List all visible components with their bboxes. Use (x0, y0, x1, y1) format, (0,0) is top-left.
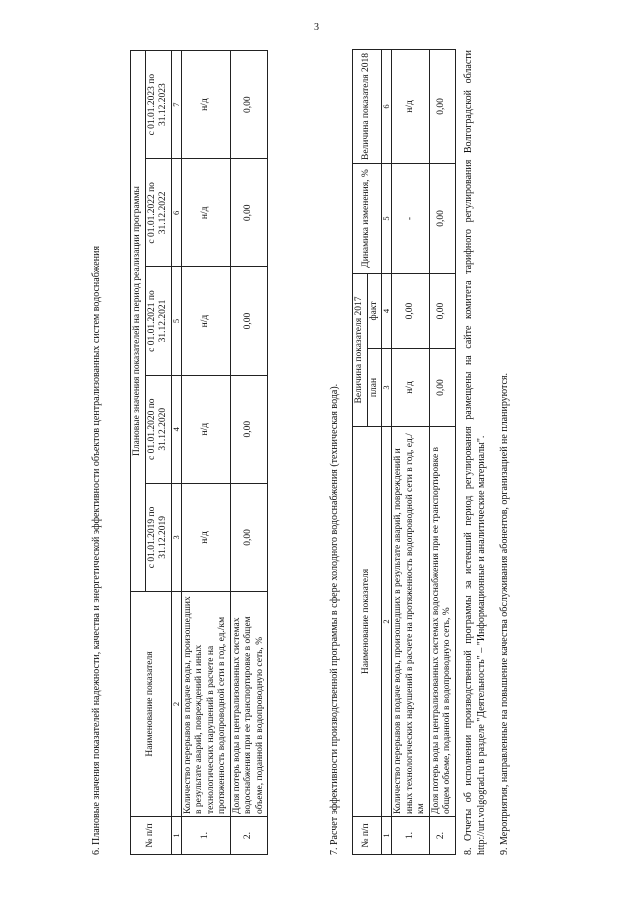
planned-value: 0,00 (230, 483, 268, 591)
planned-value: н/д (181, 267, 230, 375)
table-7-header-2017: Величина показателя 2017 (353, 273, 368, 426)
table-7-header-fact: факт (367, 273, 382, 348)
table-row (181, 51, 230, 855)
section-6-heading: 6. Плановые значения показателей надежности, качества и энергетической эффективности объектов централизованных систем водоснабжения (91, 245, 102, 855)
column-index: 2 (382, 427, 392, 817)
table-row (429, 49, 455, 854)
column-index: 6 (171, 159, 181, 267)
table-6-header-period: с 01.01.2022 по 31.12.2022 (145, 159, 171, 267)
column-index: 1 (382, 817, 392, 855)
planned-value: 0,00 (230, 267, 268, 375)
rotated-content (90, 50, 510, 855)
indicator-name: Количество перерывов в подаче воды, произошедших в результате аварий, повреждений и иных технологических нарушений в расчете на протяженность водопроводной сети в год, ед./км (392, 427, 430, 817)
table-6-index-row (171, 51, 181, 855)
table-6-header-period: с 01.01.2023 по 31.12.2023 (145, 51, 171, 159)
page-number: 3 (314, 22, 319, 33)
table-7-header-plan: план (367, 349, 382, 427)
column-index: 5 (171, 267, 181, 375)
table-6-header-period: с 01.01.2019 по 31.12.2019 (145, 483, 171, 591)
section-6 (90, 50, 103, 855)
row-number: 2. (429, 817, 455, 855)
value-2018: 0,00 (429, 49, 455, 163)
table-6-header-period: с 01.01.2021 по 31.12.2021 (145, 267, 171, 375)
table-6-header-period: с 01.01.2020 по 31.12.2020 (145, 375, 171, 483)
table-6-header-num: № п/п (131, 817, 172, 855)
section-8-text: 8. Отчеты об исполнении производственной программы за истекший период регулирования размещены на сайте комитета тарифного регулирования Волгоградской области http://urt.volgograd.ru в разделе "Деятельность" – "Информационные и аналитические материалы". (463, 50, 487, 855)
table-7-header-name: Наименование показателя (353, 427, 382, 817)
table-7-header-2018: Величина показателя 2018 (353, 49, 382, 163)
row-number: 1. (181, 817, 230, 855)
plan-value: н/д (392, 349, 430, 427)
table-row (230, 51, 268, 855)
column-index: 5 (382, 163, 392, 273)
column-index: 4 (171, 375, 181, 483)
table-6-header-group: Плановые значения показателей на период реализации программы (131, 51, 146, 592)
table-6-header-name: Наименование показателя (131, 592, 172, 817)
indicator-name: Доля потерь воды в централизованных системах водоснабжения при ее транспортировке в общем объеме, поданной в водопроводную сеть, % (429, 427, 455, 817)
row-number: 1. (392, 817, 430, 855)
dynamics-value: 0,00 (429, 163, 455, 273)
row-number: 2. (230, 817, 268, 855)
column-index: 1 (171, 817, 181, 855)
column-index: 7 (171, 51, 181, 159)
fact-value: 0,00 (392, 273, 430, 348)
indicator-name: Доля потерь воды в централизованных системах водоснабжения при ее транспортировке в общем объеме, поданной в водопроводную сеть, % (230, 592, 268, 817)
dynamics-value: - (392, 163, 430, 273)
planned-value: 0,00 (230, 51, 268, 159)
section-9-text: 9. Мероприятия, направленные на повышение качества обслуживания абонентов, организацией не планируются. (499, 372, 510, 855)
column-index: 3 (171, 483, 181, 591)
table-7-index-row (382, 49, 392, 854)
column-index: 2 (171, 592, 181, 817)
planned-value: н/д (181, 375, 230, 483)
table-7-header-dynamics: Динамика изменения, % (353, 163, 382, 273)
section-9 (498, 50, 511, 855)
table-7 (352, 49, 456, 855)
column-index: 6 (382, 49, 392, 163)
indicator-name: Количество перерывов в подаче воды, произошедших в результате аварий, повреждений и иных технологических нарушений в расчете на протяженность водопроводной сети в год, ед./км (181, 592, 230, 817)
column-index: 3 (382, 349, 392, 427)
planned-value: н/д (181, 483, 230, 591)
column-index: 4 (382, 273, 392, 348)
table-row (392, 49, 430, 854)
section-8 (462, 50, 488, 855)
section-7 (328, 50, 341, 855)
planned-value: н/д (181, 51, 230, 159)
fact-value: 0,00 (429, 273, 455, 348)
table-7-header-num: № п/п (353, 817, 382, 855)
section-7-heading: 7. Расчет эффективности производственной программы в сфере холодного водоснабжения (техническая вода). (329, 383, 340, 855)
plan-value: 0,00 (429, 349, 455, 427)
planned-value: 0,00 (230, 375, 268, 483)
table-6 (130, 50, 268, 855)
planned-value: н/д (181, 159, 230, 267)
value-2018: н/д (392, 49, 430, 163)
planned-value: 0,00 (230, 159, 268, 267)
